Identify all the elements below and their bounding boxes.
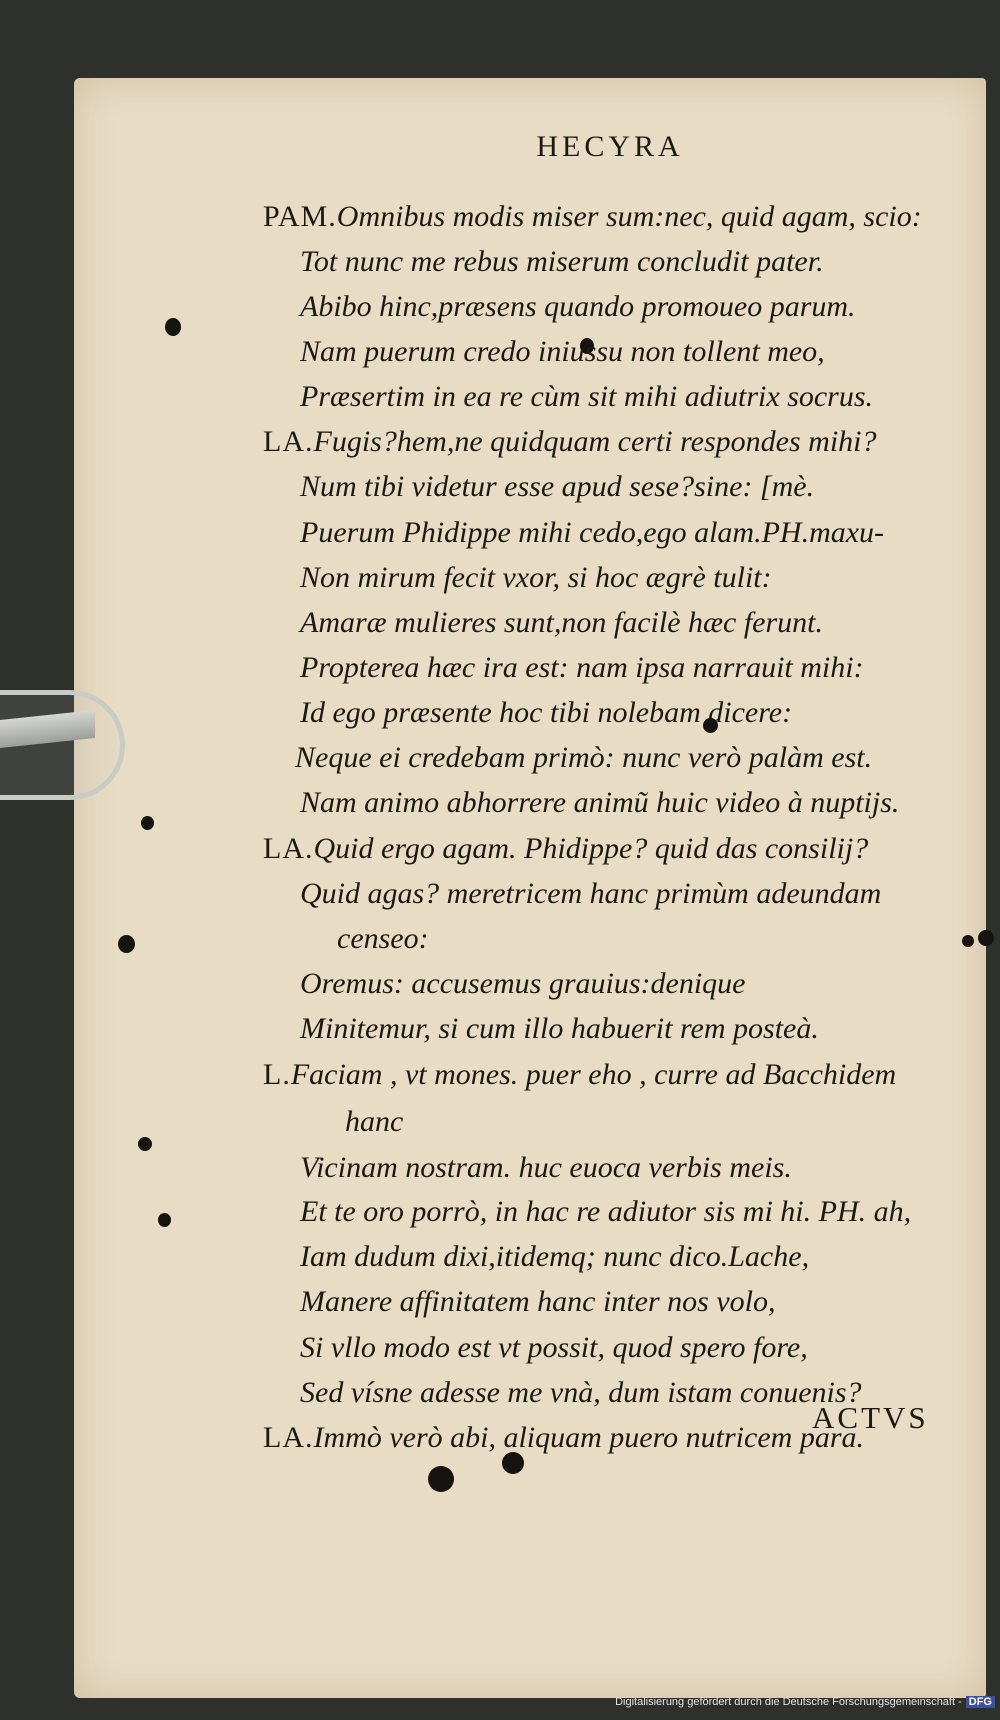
line-text: hanc [345,1105,404,1138]
line-text: Præsertim in ea re cùm sit mihi adiutrix socrus. [300,380,874,413]
ink-blot [138,1137,152,1151]
line-text: censeo: [337,922,429,955]
verse-line [300,781,960,825]
line-text: Num tibi videtur esse apud sese?sine: [mè. [300,470,815,503]
line-text: Non mirum fecit vxor, si hoc ægrè tulit: [300,561,772,594]
line-text: Nam puerum credo iniussu non tollent meo, [300,335,825,368]
line-text: Et te oro porrò, in hac re adiutor sis mi hi. PH. ah, [300,1195,912,1228]
ink-blot [428,1466,454,1492]
verse-line [263,420,943,464]
ink-blot [141,816,154,830]
dfg-logo: DFG [966,1696,995,1708]
verse-line [300,465,960,509]
verse-line [300,375,950,419]
verse-line [300,1146,860,1190]
verse-line [300,1007,880,1051]
verse-line [295,736,935,780]
verse-line [300,1280,860,1324]
line-text: Minitemur, si cum illo habuerit rem posteà. [300,1012,819,1045]
verse-line [337,917,487,961]
verse-line [300,1326,900,1370]
line-text: Manere affinitatem hanc inter nos volo, [300,1285,776,1318]
verse-line [300,1235,880,1279]
line-text: Nam animo abhorrere animũ huic video à nuptijs. [300,786,900,819]
line-text: Neque ei credebam primò: nunc verò palàm est. [295,741,873,774]
line-text: Si vllo modo est vt possit, quod spero fore, [300,1331,808,1364]
line-text: Id ego præsente hoc tibi nolebam dicere: [300,696,793,729]
verse-line [300,601,920,645]
verse-line [300,872,960,916]
speaker-label: LA. [263,1421,314,1454]
speaker-label: LA. [263,425,314,458]
verse-line [345,1100,445,1144]
verse-line [263,195,963,239]
running-head: HECYRA [536,130,684,163]
line-text: Tot nunc me rebus miserum concludit pater. [300,245,824,278]
verse-line [300,646,960,690]
verse-line [300,511,960,555]
ink-blot [962,935,974,947]
line-text: Abibo hinc,præsens quando promoueo parum. [300,290,856,323]
ink-blot [158,1213,171,1227]
line-text: Amaræ mulieres sunt,non facilè hæc ferunt. [300,606,824,639]
verse-line [300,962,840,1006]
speaker-label: L. [263,1058,291,1091]
line-text: Fugis?hem,ne quidquam certi respondes mihi? [313,425,877,458]
line-text: Iam dudum dixi,itidemq; nunc dico.Lache, [300,1240,810,1273]
line-text: Immò verò abi, aliquam puero nutricem para. [313,1421,864,1454]
speaker-label: PAM. [263,200,337,233]
line-text: Puerum Phidippe mihi cedo,ego alam.PH.maxu- [300,516,885,549]
ink-blot [978,930,994,946]
verse-line [300,240,920,284]
verse-line [263,1053,963,1097]
line-text: Vicinam nostram. huc euoca verbis meis. [300,1151,792,1184]
verse-line [300,1190,960,1234]
line-text: Sed vísne adesse me vnà, dum istam conuenis? [300,1376,862,1409]
line-text: Propterea hæc ira est: nam ipsa narrauit mihi: [300,651,864,684]
verse-line [300,556,900,600]
catchword: ACTVS [812,1400,929,1435]
verse-line [300,330,900,374]
verse-line [300,285,920,329]
speaker-label: LA. [263,832,314,865]
line-text: Faciam , vt mones. puer eho , curre ad Bacchidem [290,1058,897,1091]
line-text: Oremus: accusemus grauius:denique [300,967,746,1000]
digitization-footer [575,1696,995,1716]
verse-line [263,827,913,871]
ink-blot [118,935,135,953]
ink-blot [165,318,181,336]
line-text: Quid agas? meretricem hanc primùm adeundam [300,877,882,910]
line-text: Quid ergo agam. Phidippe? quid das consilij? [313,832,869,865]
line-text: Omnibus modis miser sum:nec, quid agam, scio: [336,200,922,233]
verse-line [300,691,900,735]
footer-text: Digitalisierung gefördert durch die Deutsche Forschungsgemeinschaft - [615,1696,962,1708]
